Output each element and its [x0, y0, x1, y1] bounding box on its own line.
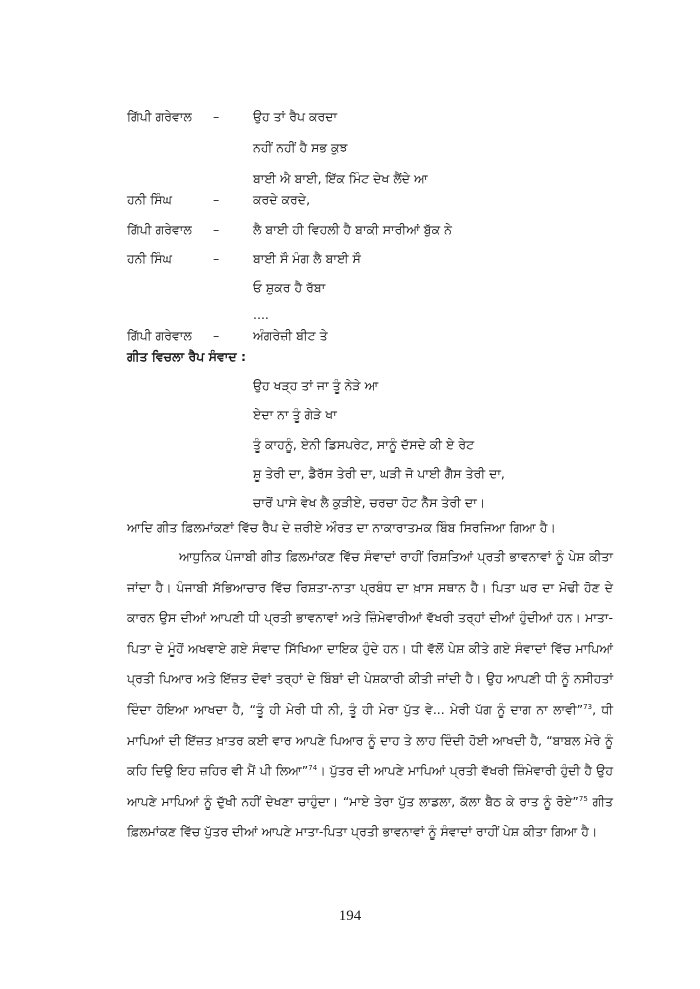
body-paragraph — [127, 542, 613, 848]
paragraph-text: ਆਧੁਨਿਕ ਪੰਜਾਬੀ ਗੀਤ ਫ਼ਿਲਮਾਂਕਣ ਵਿੱਚ ਸੰਵਾਦਾਂ ਰਾਹੀਂ ਰਿਸ਼ਤਿਆਂ ਪ੍ਰਤੀ ਭਾਵਨਾਵਾਂ ਨੂੰ ਪੇਸ਼ ਕੀਤਾ ਜਾਂਦਾ ਹੈ। ਪੰਜਾਬੀ ਸੱਭਿਆਚਾਰ ਵਿੱਚ ਰਿਸ਼ਤਾ-ਨਾਤਾ ਪ੍ਰਬੰਧ ਦਾ ਖ਼ਾਸ ਸਥਾਨ ਹੈ। ਪਿਤਾ ਘਰ ਦਾ ਮੋਢੀ ਹੋਣ ਦੇ ਕਾਰਨ ਉਸ ਦੀਆਂ ਆਪਣੀ ਧੀ ਪ੍ਰਤੀ ਭਾਵਨਾਵਾਂ ਅਤੇ ਜ਼ਿੰਮੇਵਾਰੀਆਂ ਵੱਖਰੀ ਤਰ੍ਹਾਂ ਦੀਆਂ ਹੁੰਦੀਆਂ ਹਨ। ਮਾਤਾ-ਪਿਤਾ ਦੇ ਮੂੰਹੋਂ ਅਖਵਾਏ ਗਏ ਸੰਵਾਦ ਸਿੱਖਿਆ ਦਾਇਕ ਹੁੰਦੇ ਹਨ। ਧੀ ਵੱਲੋਂ ਪੇਸ਼ ਕੀਤੇ ਗਏ ਸੰਵਾਦਾਂ ਵਿੱਚ ਮਾਪਿਆਂ ਪ੍ਰਤੀ ਪਿਆਰ ਅਤੇ ਇੱਜ਼ਤ ਦੋਵਾਂ ਤਰ੍ਹਾਂ ਦੇ ਬਿੰਬਾਂ ਦੀ ਪੇਸ਼ਕਾਰੀ ਕੀਤੀ ਜਾਂਦੀ ਹੈ। ਉਹ ਆਪਣੀ ਧੀ ਨੂੰ ਨਸੀਹਤਾਂ ਦਿੰਦਾ ਹੋਇਆ ਆਖਦਾ ਹੈ, “ਤੂੰ ਹੀ ਮੇਰੀ ਧੀ ਨੀ, ਤੂੰ ਹੀ ਮੇਰਾ ਪੁੱਤ ਵੇ... ਮੇਰੀ ਪੱਗ ਨੂੰ ਦਾਗ ਨਾ ਲਾਵੀ” — [127, 549, 613, 717]
dialogue-line: ਨਹੀਂ ਨਹੀਂ ਹੈ ਸਭ ਕੁਝ — [253, 140, 348, 155]
dialogue-line: ਉਹ ਤਾਂ ਰੈਪ ਕਰਦਾ — [253, 109, 338, 124]
dialogue-dash: – — [213, 328, 220, 343]
dialogue-line: ਬਾਈ ਸੌ ਮੰਗ ਲੈ ਬਾਈ ਸੌ — [253, 251, 361, 266]
dialogue-line: ਬਾਈ ਐ ਬਾਈ, ਇੱਕ ਮਿੰਟ ਦੇਖ ਲੈਂਦੇ ਆ — [253, 171, 428, 186]
dialogue-line: ਅੰਗਰੇਜ਼ੀ ਬੀਟ ਤੇ — [253, 328, 328, 343]
dialogue-dash: – — [213, 251, 220, 266]
speaker-name: ਗਿੱਪੀ ਗਰੇਵਾਲ — [127, 109, 192, 124]
footnote-ref: 75 — [578, 794, 588, 803]
dialogue-line: ਓ ਸ਼ੁਕਰ ਹੈ ਰੱਬਾ — [253, 280, 326, 295]
rap-lyric-line: ਉਹ ਖੜ੍ਹ ਤਾਂ ਜਾ ਤੂੰ ਨੇੜੇ ਆ — [253, 378, 379, 393]
dialogue-dash: – — [213, 192, 220, 207]
dialogue-line: ਕਰਦੇ ਕਰਦੇ, — [253, 192, 311, 207]
footnote-ref: 74 — [308, 764, 318, 772]
paragraph-text: , ਧੀ ਮਾਪਿਆਂ ਦੀ ਇੱਜ਼ਤ ਖ਼ਾਤਰ ਕਈ ਵਾਰ ਆਪਣੇ ਪਿਆਰ ਨੂੰ ਦਾਹ ਤੇ ਲਾਹ ਦਿੰਦੀ ਹੋਈ ਆਖਦੀ ਹੈ, “ਬਾਬਲ ਮੇਰੇ ਨੂੰ ਕਹਿ ਦਿਉ ਇਹ ਜ਼ਹਿਰ ਵੀ ਮੈਂ ਪੀ ਲਿਆ” — [127, 701, 613, 779]
dialogue-dash: – — [213, 222, 220, 237]
rap-lyric-line: ਚਾਰੋਂ ਪਾਸੇ ਵੇਖ ਲੈ ਕੁੜੀਏ, ਚਰਚਾ ਹੋਟ ਨੈੱਸ ਤੇਰੀ ਦਾ। — [253, 495, 486, 510]
footnote-ref: 73 — [583, 702, 593, 711]
page-number: 194 — [338, 908, 362, 924]
dialogue-dash: – — [213, 109, 220, 124]
rap-lyric-line: ਤੂੰ ਕਾਹਨੂੰ, ਏਨੀ ਡਿਸਪਰੇਟ, ਸਾਨੂੰ ਦੱਸਦੇ ਕੀ ਏ ਰੇਟ — [253, 437, 475, 452]
rap-lyric-line: ਸ਼ੂ ਤੇਰੀ ਦਾ, ਡੈਰੱਸ ਤੇਰੀ ਦਾ, ਘੜੀ ਜੋ ਪਾਈ ਗੈੱਸ ਤੇਰੀ ਦਾ, — [253, 466, 505, 481]
paragraph-text: । ਪੁੱਤਰ ਦੀ ਆਪਣੇ ਮਾਪਿਆਂ ਪ੍ਰਤੀ ਵੱਖਰੀ ਜ਼ਿੰਮੇਵਾਰੀ ਹੁੰਦੀ ਹੈ ਉਹ ਆਪਣੇ ਮਾਪਿਆਂ ਨੂੰ ਦੁੱਖੀ ਨਹੀਂ ਦੇਖਣਾ ਚਾਹੁੰਦਾ। “ਮਾਏ ਤੇਰਾ ਪੁੱਤ ਲਾਡਲਾ, ਕੱਲਾ ਬੈਠ ਕੇ ਰਾਤ ਨੂੰ ਰੋਏ” — [127, 763, 613, 809]
dialogue-line: .... — [253, 307, 269, 322]
speaker-name: ਹਨੀ ਸਿੰਘ — [127, 192, 172, 207]
rap-lyric-line: ਏਦਾ ਨਾ ਤੂੰ ਗੇੜੇ ਖਾ — [253, 407, 337, 422]
speaker-name: ਹਨੀ ਸਿੰਘ — [127, 251, 172, 266]
speaker-name: ਗਿੱਪੀ ਗਰੇਵਾਲ — [127, 328, 192, 343]
closing-line: ਆਦਿ ਗੀਤ ਫ਼ਿਲਮਾਂਕਣਾਂ ਵਿੱਚ ਰੈਪ ਦੇ ਜ਼ਰੀਏ ਔਰਤ ਦਾ ਨਾਕਾਰਾਤਮਕ ਬਿੰਬ ਸਿਰਜਿਆ ਗਿਆ ਹੈ। — [127, 520, 556, 535]
paragraph-text: ਗੀਤ ਫ਼ਿਲਮਾਂਕਣ ਵਿੱਚ ਪੁੱਤਰ ਦੀਆਂ ਆਪਣੇ ਮਾਤਾ-ਪਿਤਾ ਪ੍ਰਤੀ ਭਾਵਨਾਵਾਂ ਨੂੰ ਸੰਵਾਦਾਂ ਰਾਹੀਂ ਪੇਸ਼ ਕੀਤਾ ਗਿਆ ਹੈ। — [127, 793, 614, 840]
speaker-name: ਗਿੱਪੀ ਗਰੇਵਾਲ — [127, 222, 192, 237]
dialogue-line: ਲੈ ਬਾਈ ਹੀ ਵਿਹਲੀ ਹੈ ਬਾਕੀ ਸਾਰੀਆਂ ਬੁੱਕ ਨੇ — [253, 222, 452, 237]
section-heading: ਗੀਤ ਵਿਚਲਾ ਰੈਪ ਸੰਵਾਦ : — [127, 349, 246, 364]
